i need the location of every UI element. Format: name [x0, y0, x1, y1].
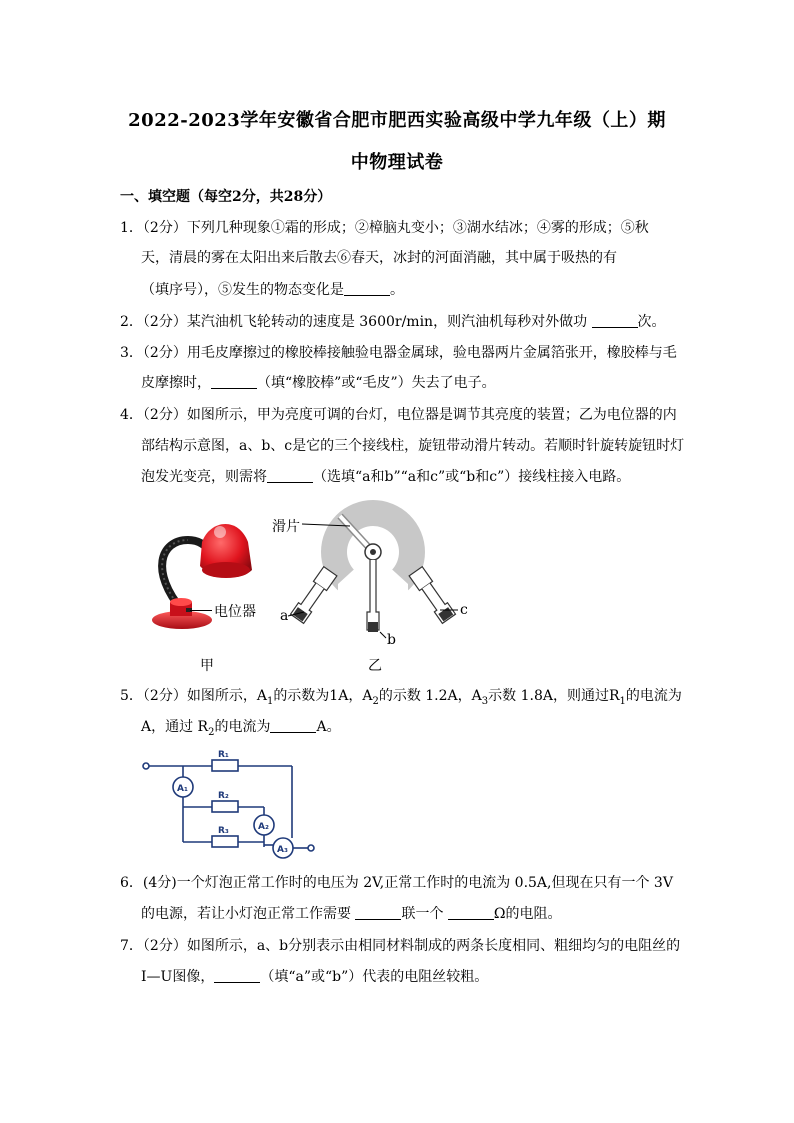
- potentiometer-label: 电位器: [214, 604, 256, 620]
- q2-text-b: 次。: [637, 314, 666, 330]
- question-3-line1: 3．（2分）用毛皮摩擦过的橡胶棒接触验电器金属球，验电器两片金属箔张开，橡胶棒与毛: [120, 345, 677, 361]
- q2-blank[interactable]: [592, 313, 638, 328]
- exam-title-line2: 中物理试卷: [350, 152, 444, 173]
- ammeter-a3-label: A₃: [277, 845, 288, 855]
- r2-label: R₂: [218, 791, 229, 801]
- terminal-b-label: b: [387, 632, 396, 648]
- q6-t3: Ω的电阻。: [493, 906, 562, 922]
- q2-text-a: 2．（2分）某汽油机飞轮转动的速度是 3600r/min，则汽油机每秒对外做功: [120, 314, 588, 330]
- question-1-line3: [141, 280, 404, 300]
- figure-label-yi: 乙: [368, 658, 382, 674]
- q6-blank-1[interactable]: [355, 905, 401, 920]
- question-5-line2: [141, 717, 341, 743]
- question-7-line2: [141, 967, 488, 987]
- q6-blank-2[interactable]: [448, 905, 494, 920]
- q3-text-b: （填“橡胶棒”或“毛皮”）失去了电子。: [257, 375, 496, 391]
- q4-text-a: 泡发光变亮，则需将: [141, 469, 267, 485]
- question-5-line1: [120, 686, 682, 712]
- exam-title-line1: 2022-2023学年安徽省合肥市肥西实验高级中学九年级（上）期: [128, 110, 666, 131]
- q5-t2: 的示数为1A，A: [273, 688, 373, 704]
- q6-t1: 的电源，若让小灯泡正常工作需要: [141, 906, 351, 922]
- q4-text-b: （选填“a和b”“a和c”或“b和c”）接线柱接入电路。: [313, 469, 631, 485]
- q3-text-a: 皮摩擦时，: [141, 375, 211, 391]
- q1-text-b: 。: [390, 282, 404, 298]
- question-6-line2: [141, 904, 562, 924]
- r3-label: R₃: [218, 826, 229, 836]
- q1-blank-2[interactable]: [344, 281, 390, 296]
- ammeter-a1-label: A₁: [177, 784, 188, 794]
- terminal-a-label: a: [280, 608, 289, 624]
- question-4-line2: 部结构示意图，a、b、c是它的三个接线柱，旋钮带动滑片转动。若顺时针旋转旋钮时灯: [141, 438, 685, 454]
- slider-label: 滑片: [272, 519, 300, 535]
- q5-sub2: 2: [372, 695, 379, 707]
- q5-t6: A，通过 R: [141, 719, 209, 735]
- q5-sub4: 1: [619, 695, 626, 707]
- q3-blank[interactable]: [211, 374, 257, 389]
- question-3-line2: [141, 373, 496, 393]
- q5-t7: 的电流为: [214, 719, 271, 735]
- question-7-line1: 7．（2分）如图所示，a、b分别表示由相同材料制成的两条长度相同、粗细均匀的电阻丝的: [120, 938, 681, 954]
- q1-text-a: （填序号），⑤发生的物态变化是: [141, 282, 344, 298]
- q5-t4: 示数 1.8A，则通过R: [488, 688, 620, 704]
- q6-t2: 联一个: [401, 906, 444, 922]
- question-1-line1: 1．（2分）下列几种现象①霜的形成；②樟脑丸变小；③湖水结冰；④雾的形成；⑤秋: [120, 220, 649, 236]
- q7-t1: I—U图像，: [141, 969, 215, 985]
- q5-t5: 的电流为: [625, 688, 682, 704]
- question-6-line1: 6．(4分)一个灯泡正常工作时的电压为 2V,正常工作时的电流为 0.5A,但现在只有一个 3V: [120, 875, 673, 891]
- potentiometer-pointer-line: [190, 610, 212, 611]
- q5-t3: 的示数 1.2A，A: [378, 688, 482, 704]
- question-4-line1: 4．（2分）如图所示，甲为亮度可调的台灯，电位器是调节其亮度的装置；乙为电位器的内: [120, 407, 677, 423]
- q7-blank[interactable]: [214, 968, 260, 983]
- r1-label: R₁: [218, 750, 229, 760]
- q5-t1: 5．（2分）如图所示，A: [120, 688, 267, 704]
- q4-blank[interactable]: [267, 468, 313, 483]
- q7-t2: （填“a”或“b”）代表的电阻丝较粗。: [260, 969, 489, 985]
- figure-label-jia: 甲: [200, 658, 214, 674]
- question-4-line3: [141, 467, 630, 487]
- section-heading: 一、填空题（每空2分，共28分）: [120, 189, 332, 205]
- q5-sub5: 2: [208, 726, 215, 738]
- q5-blank[interactable]: [270, 718, 316, 733]
- q5-sub3: 3: [481, 695, 489, 707]
- question-2-line1: [120, 312, 666, 332]
- circuit-diagram: [136, 745, 326, 860]
- question-1-line2: 天，清晨的雾在太阳出来后散去⑥春天，冰封的河面消融，其中属于吸热的有: [141, 250, 617, 266]
- q5-t8: A。: [316, 719, 341, 735]
- terminal-c-label: c: [460, 602, 468, 618]
- ammeter-a2-label: A₂: [258, 822, 269, 832]
- q5-sub1: 1: [266, 695, 274, 707]
